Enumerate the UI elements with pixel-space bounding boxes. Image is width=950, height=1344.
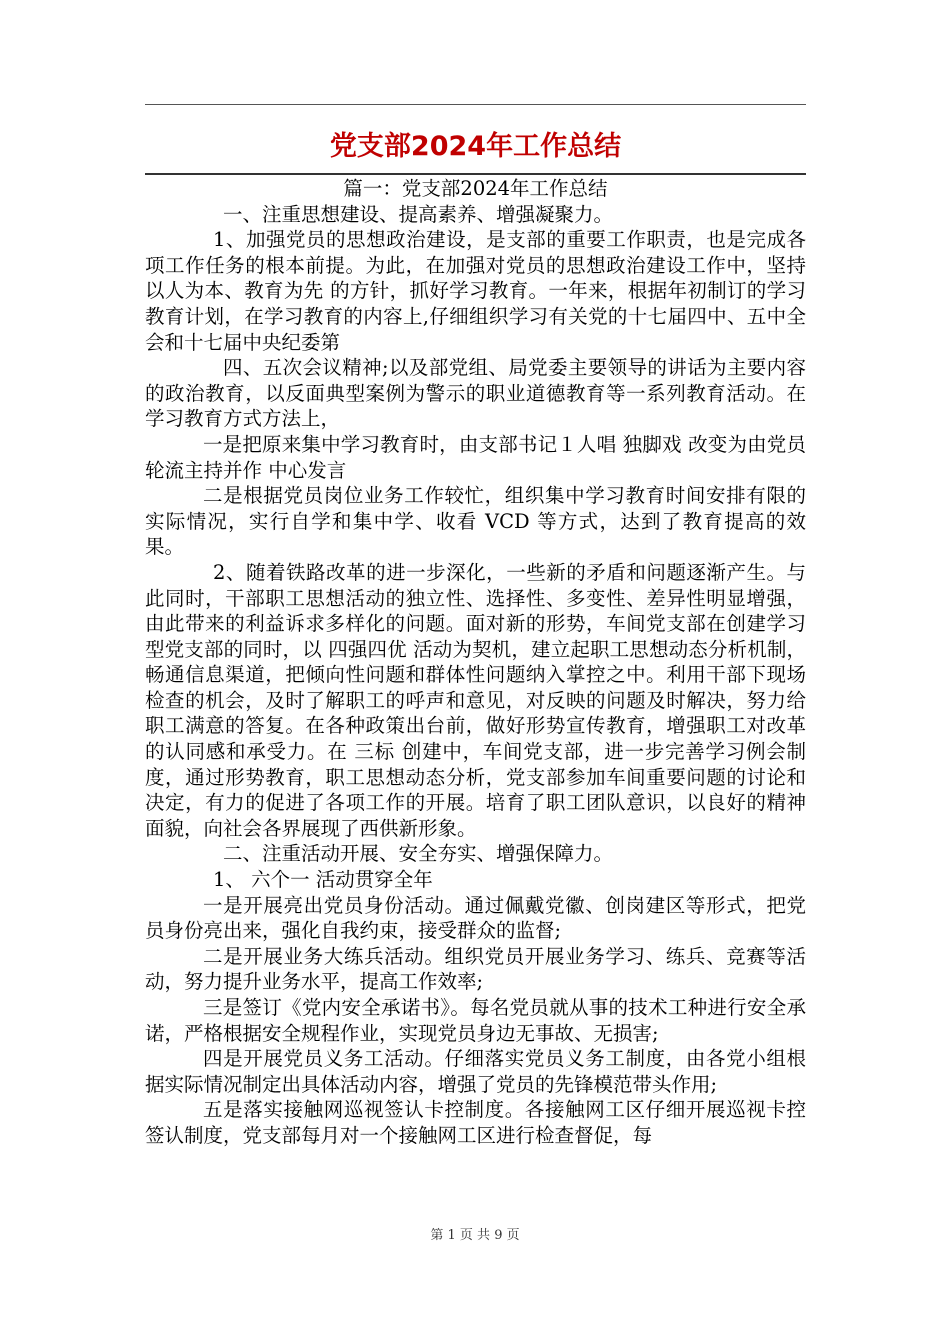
paragraph: 一是把原来集中学习教育时，由支部书记１人唱 独脚戏 改变为由党员轮流主持并作 中心发言 [145,432,806,482]
paragraph: 五是落实接触网巡视签认卡控制度。各接触网工区仔细开展巡视卡控签认制度，党支部每月对一个接触网工区进行检查督促，每 [145,1098,806,1147]
paragraph: 二是开展业务大练兵活动。组织党员开展业务学习、练兵、竞赛等活动，努力提升业务水平，提高工作效率; [145,944,806,994]
paragraph: 2、随着铁路改革的进一步深化，一些新的矛盾和问题逐渐产生。与此同时，干部职工思想活动的独立性、选择性、多变性、差异性明显增强，由此带来的利益诉求多样化的问题。面对新的形势，车间党支部在创建学习型党支部的同时，以 四强四优 活动为契机，建立起职工思想动态分析机制，畅通信息渠道，把倾向性问题和群体性问题纳入掌控之中。利用干部下现场检查的机会，及时了解职工的呼声和意见，对反映的问题及时解决，努力给职工满意的答复。在各种政策出台前，做好形势宣传教育，增强职工对改革的认同感和承受力。在 三标 创建中，车间党支部，进一步完善学习例会制度，通过形势教育，职工思想动态分析，党支部参加车间重要问题的讨论和决定，有力的促进了各项工作的开展。培育了职工团队意识，以良好的精神面貌，向社会各界展现了西供新形象。 [145,560,806,840]
paragraph: 二是根据党员岗位业务工作较忙，组织集中学习教育时间安排有限的实际情况，实行自学和集中学、收看 VCD 等方式，达到了教育提高的效果。 [145,484,806,559]
page-footer: 第 1 页 共 9 页 [430,1228,520,1243]
title-underline [145,173,806,175]
paragraph: 四、五次会议精神;以及部党组、局党委主要领导的讲话为主要内容的政治教育，以反面典型案例为警示的职业道德教育等一系列教育活动。在学习教育方式方法上， [145,356,806,431]
subsection-heading: 1、 六个一 活动贯穿全年 [213,868,433,892]
document-title: 党支部2024年工作总结 [329,131,622,162]
paragraph: 四是开展党员义务工活动。仔细落实党员义务工制度，由各党小组根据实际情况制定出具体活动内容，增强了党员的先锋模范带头作用; [145,1047,806,1096]
paragraph: 三是签订《党内安全承诺书》。每名党员就从事的技术工种进行安全承诺，严格根据安全规程作业，实现党员身边无事故、无损害; [145,996,806,1045]
paragraph: 1、加强党员的思想政治建设，是支部的重要工作职责，也是完成各项工作任务的根本前提。为此，在加强对党员的思想政治建设工作中，坚持 以人为本、教育为先 的方针，抓好学习教育。一年来，根据年初制订的学习教育计划，在学习教育的内容上,仔细组织学习有关党的十七届四中、五中全会和十七届中央纪委第 [145,228,806,354]
document-body [145,176,806,1149]
header-rule [145,104,806,105]
document-subtitle: 篇一：党支部2024年工作总结 [343,177,608,200]
paragraph: 一是开展亮出党员身份活动。通过佩戴党徽、创岗建区等形式，把党员身份亮出来，强化自我约束，接受群众的监督; [145,893,806,943]
section-heading-2: 二、注重活动开展、安全夯实、增强保障力。 [223,842,614,866]
section-heading-1: 一、注重思想建设、提高素养、增强凝聚力。 [223,202,614,226]
